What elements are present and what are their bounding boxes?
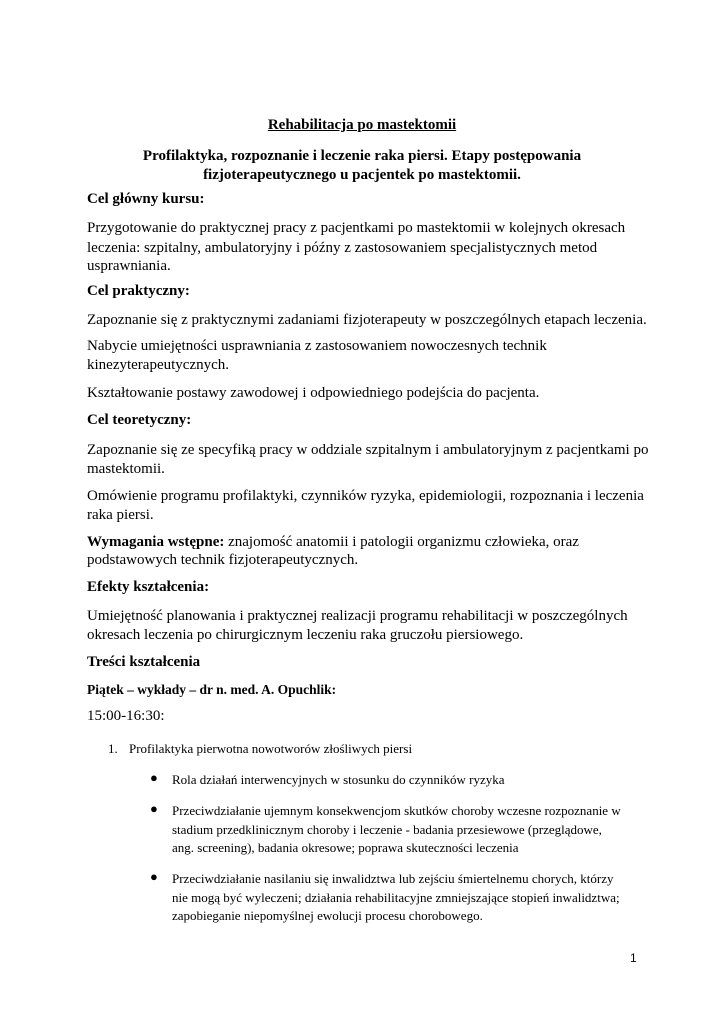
heading-cel-teoretyczny: Cel teoretyczny: xyxy=(87,412,192,428)
wymagania-label: Wymagania wstępne: xyxy=(87,534,225,550)
cel-praktyczny-p2-line-1: Nabycie umiejętności usprawniania z zastosowaniem nowoczesnych technik xyxy=(87,338,547,354)
cel-teoretyczny-p1-line-2: mastektomii. xyxy=(87,461,165,477)
bullet-icon: ● xyxy=(150,869,158,884)
efekty-line-1: Umiejętność planowania i praktycznej realizacji programu rehabilitacji w poszczególnych xyxy=(87,608,628,624)
wymagania-line-2: podstawowych technik fizjoterapeutycznych. xyxy=(87,552,359,568)
bullet-2-line-1: Przeciwdziałanie ujemnym konsekwencjom skutków choroby wczesne rozpoznanie w xyxy=(172,803,621,818)
bullet-3-line-3: zapobieganie niepomyślnej ewolucji procesu chorobowego. xyxy=(172,908,483,923)
schedule-time: 15:00-16:30: xyxy=(87,708,165,724)
cel-glowny-line-1: Przygotowanie do praktycznej pracy z pacjentkami po mastektomii w kolejnych okresach xyxy=(87,220,626,236)
bullet-icon: ● xyxy=(150,801,158,816)
page-number: 1 xyxy=(630,951,637,965)
cel-praktyczny-p2-line-2: kinezyterapeutycznych. xyxy=(87,357,230,373)
page-title: Rehabilitacja po mastektomii xyxy=(267,117,457,133)
subtitle-line-2: fizjoterapeutycznego u pacjentek po mastektomii. xyxy=(203,167,521,183)
cel-praktyczny-p1: Zapoznanie się z praktycznymi zadaniami fizjoterapeuty w poszczególnych etapach leczenia. xyxy=(87,312,647,328)
list-item-number: 1. xyxy=(108,741,118,756)
cel-praktyczny-p3: Kształtowanie postawy zawodowej i odpowiedniego podejścia do pacjenta. xyxy=(87,385,540,401)
subtitle-line-1: Profilaktyka, rozpoznanie i leczenie raka piersi. Etapy postępowania xyxy=(142,148,582,164)
cel-teoretyczny-p1-line-1: Zapoznanie się ze specyfiką pracy w oddziale szpitalnym i ambulatoryjnym z pacjentkami po xyxy=(87,442,649,458)
schedule-day-heading: Piątek – wykłady – dr n. med. A. Opuchlik: xyxy=(87,682,337,697)
list-item-1: Profilaktyka pierwotna nowotworów złośliwych piersi xyxy=(129,741,413,756)
heading-cel-glowny: Cel główny kursu: xyxy=(87,191,205,207)
cel-teoretyczny-p2-line-2: raka piersi. xyxy=(87,507,154,523)
efekty-line-2: okresach leczenia po chirurgicznym leczeniu raka gruczołu piersiowego. xyxy=(87,627,524,643)
cel-glowny-line-2: leczenia: szpitalny, ambulatoryjny i późny z zastosowaniem specjalistycznych metod xyxy=(87,240,598,256)
bullet-2-line-3: ang. screening), badania okresowe; poprawa skuteczności leczenia xyxy=(172,840,519,855)
bullet-3-line-1: Przeciwdziałanie nasilaniu się inwalidztwa lub zejściu śmiertelnemu chorych, którzy xyxy=(172,871,614,886)
wymagania-line-1 xyxy=(87,532,579,552)
wymagania-text: znajomość anatomii i patologii organizmu człowieka, oraz xyxy=(224,534,579,550)
bullet-1-line-1: Rola działań interwencyjnych w stosunku do czynników ryzyka xyxy=(172,772,505,787)
heading-tresci: Treści kształcenia xyxy=(87,654,201,670)
bullet-2-line-2: stadium przedklinicznym choroby i leczenie - badania przesiewowe (przeglądowe, xyxy=(172,822,602,837)
cel-glowny-line-3: usprawniania. xyxy=(87,258,171,274)
heading-cel-praktyczny: Cel praktyczny: xyxy=(87,283,190,299)
heading-efekty: Efekty kształcenia: xyxy=(87,579,210,595)
cel-teoretyczny-p2-line-1: Omówienie programu profilaktyki, czynników ryzyka, epidemiologii, rozpoznania i leczenia xyxy=(87,488,644,504)
bullet-icon: ● xyxy=(150,770,158,785)
bullet-3-line-2: nie mogą być wyleczeni; działania rehabilitacyjne zmniejszające stopień inwalidztwa; xyxy=(172,890,620,905)
